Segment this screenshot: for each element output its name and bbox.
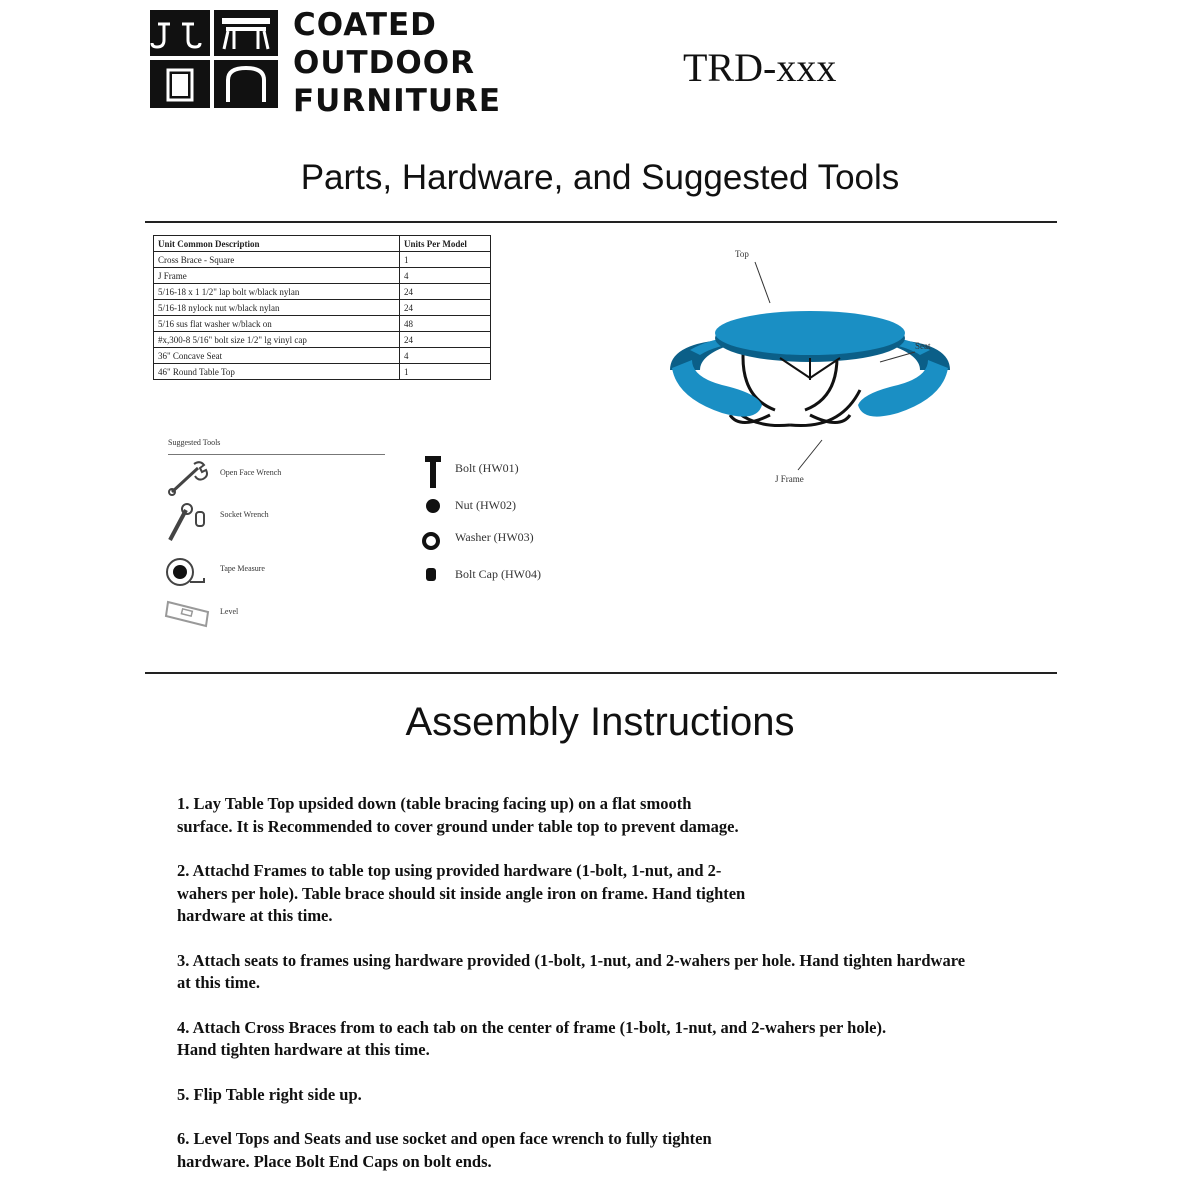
table-row bbox=[154, 332, 491, 348]
hardware-label: Nut (HW02) bbox=[455, 498, 516, 512]
section-divider bbox=[145, 221, 1057, 223]
part-quantity: 1 bbox=[400, 252, 491, 268]
tool-label: Level bbox=[220, 607, 239, 616]
part-quantity: 24 bbox=[400, 284, 491, 300]
wrench-icon bbox=[164, 458, 212, 498]
column-header: Unit Common Description bbox=[154, 236, 400, 252]
table-diagram bbox=[660, 240, 960, 490]
step-text: 5. Flip Table right side up. bbox=[177, 1084, 362, 1104]
table-row bbox=[154, 348, 491, 364]
part-description: J Frame bbox=[154, 268, 400, 284]
brand-name bbox=[293, 6, 501, 120]
bolt-icon bbox=[421, 454, 445, 490]
part-quantity: 24 bbox=[400, 332, 491, 348]
bolt-cap-icon bbox=[421, 560, 445, 596]
hardware-label: Bolt (HW01) bbox=[455, 461, 519, 475]
level-icon bbox=[164, 594, 212, 634]
tools-divider bbox=[168, 454, 385, 455]
part-quantity: 24 bbox=[400, 300, 491, 316]
part-quantity: 4 bbox=[400, 268, 491, 284]
step-text: 4. Attach Cross Braces from to each tab on the center of frame (1-bolt, 1-nut, and 2-wahers per hole). Hand tighten hardware at this time. bbox=[177, 1017, 887, 1059]
assembly-steps bbox=[177, 793, 997, 1195]
part-description: Cross Brace - Square bbox=[154, 252, 400, 268]
parts-table bbox=[153, 235, 491, 380]
diagram-label-seat: Seat bbox=[915, 341, 931, 351]
brand-line: OUTDOOR bbox=[293, 45, 475, 81]
hardware-label: Bolt Cap (HW04) bbox=[455, 567, 541, 581]
section-divider bbox=[145, 672, 1057, 674]
step-text: 1. Lay Table Top upsided down (table bracing facing up) on a flat smooth surface. It is Recommended to cover ground under table top to prevent damage. bbox=[177, 794, 739, 836]
table-header-row bbox=[154, 236, 491, 252]
part-description: 46" Round Table Top bbox=[154, 364, 400, 380]
part-description: #x,300-8 5/16" bolt size 1/2" lg vinyl cap bbox=[154, 332, 400, 348]
part-description: 5/16 sus flat washer w/black on bbox=[154, 316, 400, 332]
assembly-heading: Assembly Instructions bbox=[405, 700, 795, 744]
part-description: 5/16-18 nylock nut w/black nylan bbox=[154, 300, 400, 316]
brand-line: FURNITURE bbox=[293, 83, 502, 119]
hardware-label: Washer (HW03) bbox=[455, 530, 534, 544]
step-text: 3. Attach seats to frames using hardware provided (1-bolt, 1-nut, and 2-wahers per hole. Hand tighten hardware at this time. bbox=[177, 950, 966, 992]
parts-heading: Parts, Hardware, and Suggested Tools bbox=[300, 158, 900, 197]
table-row bbox=[154, 268, 491, 284]
brand-logo-icon bbox=[150, 10, 278, 108]
brand-line: COATED bbox=[293, 7, 437, 43]
part-quantity: 1 bbox=[400, 364, 491, 380]
table-row bbox=[154, 252, 491, 268]
table-row bbox=[154, 364, 491, 380]
diagram-label-frame: J Frame bbox=[775, 474, 804, 484]
tool-label: Tape Measure bbox=[220, 564, 265, 573]
table-row bbox=[154, 316, 491, 332]
part-quantity: 48 bbox=[400, 316, 491, 332]
nut-icon bbox=[421, 492, 445, 528]
washer-icon bbox=[421, 524, 445, 560]
tool-label: Open Face Wrench bbox=[220, 468, 282, 477]
step-text: 6. Level Tops and Seats and use socket and open face wrench to fully tighten hardware. Place Bolt End Caps on bolt ends. bbox=[177, 1129, 712, 1171]
table-row bbox=[154, 300, 491, 316]
column-header: Units Per Model bbox=[400, 236, 491, 252]
part-quantity: 4 bbox=[400, 348, 491, 364]
part-description: 5/16-18 x 1 1/2" lap bolt w/black nylan bbox=[154, 284, 400, 300]
table-row bbox=[154, 284, 491, 300]
tools-title: Suggested Tools bbox=[168, 438, 221, 447]
socket-wrench-icon bbox=[164, 502, 212, 542]
step-text: 2. Attachd Frames to table top using provided hardware (1-bolt, 1-nut, and 2-wahers per hole). Table brace should sit inside angle iron on frame. Hand tighten hardware at this time. bbox=[177, 861, 746, 925]
part-description: 36" Concave Seat bbox=[154, 348, 400, 364]
tape-measure-icon bbox=[164, 552, 212, 592]
tool-label: Socket Wrench bbox=[220, 510, 269, 519]
diagram-label-top: Top bbox=[735, 249, 749, 259]
model-number: TRD-xxx bbox=[683, 45, 837, 90]
